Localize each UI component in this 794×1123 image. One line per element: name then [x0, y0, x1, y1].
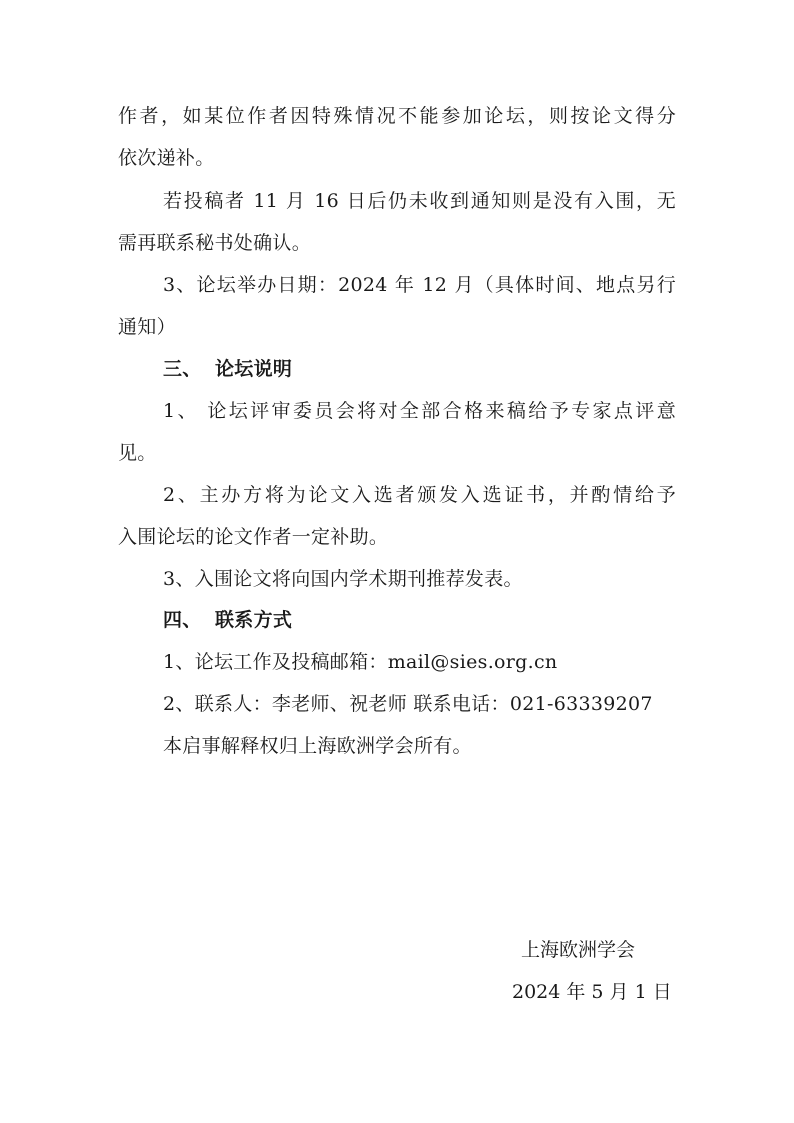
paragraph-line: 需再联系秘书处确认。: [118, 232, 312, 254]
signature-org: 上海欧洲学会: [521, 939, 636, 961]
list-item-line: 入围论坛的论文作者一定补助。: [118, 526, 389, 548]
paragraph-line: 依次递补。: [118, 147, 215, 169]
section-number: 四、: [163, 609, 202, 631]
contact-email-line: 1、论坛工作及投稿邮箱：mail@sies.org.cn: [163, 651, 558, 673]
list-item-line: 3、入围论文将向国内学术期刊推荐发表。: [163, 568, 523, 590]
signature-date: 2024 年 5 月 1 日: [512, 981, 672, 1003]
contact-person-line: 2、联系人：李老师、祝老师 联系电话：021-63339207: [163, 693, 653, 715]
list-item-line: 2、主办方将为论文入选者颁发入选证书，并酌情给予: [163, 484, 676, 506]
paragraph-line: 通知）: [118, 316, 176, 338]
section-heading: [163, 607, 292, 633]
paragraph-line: 3、论坛举办日期：2024 年 12 月（具体时间、地点另行: [163, 274, 676, 296]
paragraph-line: 作者，如某位作者因特殊情况不能参加论坛，则按论文得分: [118, 105, 676, 127]
section-title: 论坛说明: [215, 358, 293, 380]
paragraph-line: 若投稿者 11 月 16 日后仍未收到通知则是没有入围，无: [163, 190, 676, 212]
list-item-line: 1、 论坛评审委员会将对全部合格来稿给予专家点评意: [163, 400, 676, 422]
list-item-line: 见。: [118, 442, 157, 464]
copyright-line: 本启事解释权归上海欧洲学会所有。: [163, 735, 472, 757]
section-heading: [163, 356, 292, 382]
section-title: 联系方式: [215, 609, 293, 631]
section-number: 三、: [163, 358, 202, 380]
